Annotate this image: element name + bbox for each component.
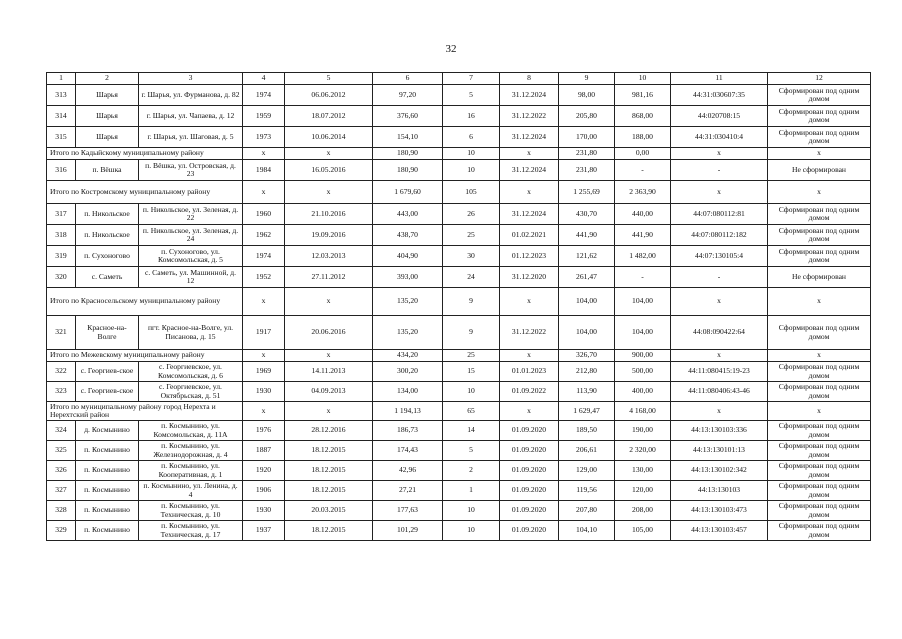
table-row: [47, 267, 871, 288]
table-cell: Шарья: [76, 106, 139, 127]
table-cell: 154,10: [373, 127, 443, 148]
table-cell: п. Космынино, ул. Техническая, д. 17: [139, 521, 243, 541]
table-cell: 324: [47, 421, 76, 441]
table-cell: 101,29: [373, 521, 443, 541]
table-cell: 1962: [243, 225, 285, 246]
table-cell: 326: [47, 461, 76, 481]
table-cell: 441,90: [559, 225, 615, 246]
table-cell: Сформирован под одним домом: [768, 316, 871, 350]
table-cell: 1: [443, 481, 500, 501]
table-cell: 44:020708:15: [671, 106, 768, 127]
table-cell: г. Шарья, ул. Чапаева, д. 12: [139, 106, 243, 127]
table-cell: x: [671, 350, 768, 362]
total-label: Итого по Кадыйскому муниципальному району: [47, 148, 243, 160]
table-cell: 318: [47, 225, 76, 246]
table-cell: 207,80: [559, 501, 615, 521]
table-cell: п. Вёшка: [76, 160, 139, 181]
table-cell: 42,96: [373, 461, 443, 481]
table-cell: 130,00: [615, 461, 671, 481]
total-row: [47, 350, 871, 362]
table-cell: 317: [47, 204, 76, 225]
table-row: [47, 225, 871, 246]
table-cell: x: [671, 148, 768, 160]
total-row: [47, 288, 871, 316]
table-cell: 441,90: [615, 225, 671, 246]
table-cell: x: [500, 148, 559, 160]
table-cell: 14: [443, 421, 500, 441]
table-cell: x: [285, 181, 373, 204]
table-cell: Не сформирован: [768, 160, 871, 181]
table-cell: x: [768, 402, 871, 421]
table-cell: x: [500, 181, 559, 204]
table-cell: 1952: [243, 267, 285, 288]
table-cell: 01.09.2020: [500, 481, 559, 501]
column-number-header: 2: [76, 73, 139, 85]
table-cell: п. Космынино, ул. Комсомольская, д. 11А: [139, 421, 243, 441]
column-number-header: 10: [615, 73, 671, 85]
table-cell: x: [243, 350, 285, 362]
table-cell: x: [285, 288, 373, 316]
table-cell: 01.09.2020: [500, 421, 559, 441]
table-cell: 119,56: [559, 481, 615, 501]
table-cell: п. Никольское: [76, 225, 139, 246]
table-cell: 1959: [243, 106, 285, 127]
table-cell: Шарья: [76, 127, 139, 148]
table-cell: 443,00: [373, 204, 443, 225]
table-cell: x: [671, 288, 768, 316]
table-cell: п. Космынино: [76, 521, 139, 541]
table-cell: Сформирован под одним домом: [768, 461, 871, 481]
table-cell: 1984: [243, 160, 285, 181]
table-cell: 206,61: [559, 441, 615, 461]
table-cell: 15: [443, 362, 500, 382]
table-cell: x: [285, 402, 373, 421]
table-cell: 327: [47, 481, 76, 501]
table-cell: 1920: [243, 461, 285, 481]
table-cell: 208,00: [615, 501, 671, 521]
table-cell: 6: [443, 127, 500, 148]
table-cell: с. Саметь, ул. Машинной, д. 12: [139, 267, 243, 288]
total-label: Итого по Костромскому муниципальному району: [47, 181, 243, 204]
table-cell: 44:13:130101:13: [671, 441, 768, 461]
table-cell: 98,00: [559, 85, 615, 106]
table-cell: 434,20: [373, 350, 443, 362]
table-row: [47, 85, 871, 106]
table-cell: 104,00: [559, 316, 615, 350]
table-cell: 01.09.2020: [500, 461, 559, 481]
table-cell: 10: [443, 382, 500, 402]
table-cell: 2 320,00: [615, 441, 671, 461]
table-cell: 135,20: [373, 316, 443, 350]
table-cell: 321: [47, 316, 76, 350]
table-cell: 16: [443, 106, 500, 127]
table-cell: п. Никольское: [76, 204, 139, 225]
table-cell: -: [671, 160, 768, 181]
column-number-header: 9: [559, 73, 615, 85]
table-cell: x: [500, 350, 559, 362]
table-cell: 314: [47, 106, 76, 127]
table-cell: 316: [47, 160, 76, 181]
table-row: [47, 501, 871, 521]
table-cell: -: [671, 267, 768, 288]
table-cell: 30: [443, 246, 500, 267]
table-cell: 18.12.2015: [285, 461, 373, 481]
table-cell: 440,00: [615, 204, 671, 225]
table-cell: 31.12.2024: [500, 160, 559, 181]
table-cell: 5: [443, 85, 500, 106]
table-cell: 231,80: [559, 148, 615, 160]
table-cell: 27.11.2012: [285, 267, 373, 288]
table-cell: 205,80: [559, 106, 615, 127]
table-cell: x: [768, 148, 871, 160]
table-cell: 868,00: [615, 106, 671, 127]
table-row: [47, 106, 871, 127]
table-cell: с. Георгиев-ское: [76, 362, 139, 382]
table-cell: 18.12.2015: [285, 521, 373, 541]
table-cell: 2: [443, 461, 500, 481]
table-cell: 393,00: [373, 267, 443, 288]
table-cell: Сформирован под одним домом: [768, 481, 871, 501]
table-cell: пгт. Красное-на-Волге, ул. Писанова, д. 15: [139, 316, 243, 350]
table-cell: 01.09.2020: [500, 521, 559, 541]
table-row: [47, 246, 871, 267]
table-row: [47, 127, 871, 148]
table-cell: x: [500, 288, 559, 316]
table-cell: x: [768, 288, 871, 316]
table-cell: 44:13:130102:342: [671, 461, 768, 481]
table-cell: 01.09.2020: [500, 441, 559, 461]
column-number-header: 12: [768, 73, 871, 85]
table-cell: 1906: [243, 481, 285, 501]
page-number: 32: [445, 43, 457, 55]
table-cell: 190,00: [615, 421, 671, 441]
table-cell: 261,47: [559, 267, 615, 288]
table-cell: Сформирован под одним домом: [768, 127, 871, 148]
table-cell: x: [500, 402, 559, 421]
table-cell: x: [671, 402, 768, 421]
table-cell: п. Сухоногово, ул. Комсомольская, д. 5: [139, 246, 243, 267]
table-cell: 20.03.2015: [285, 501, 373, 521]
table-cell: 105,00: [615, 521, 671, 541]
table-cell: Красное-на-Волге: [76, 316, 139, 350]
table-cell: 129,00: [559, 461, 615, 481]
table-cell: 104,00: [559, 288, 615, 316]
table-cell: 44:11:080415:19-23: [671, 362, 768, 382]
table-cell: 44:08:090422:64: [671, 316, 768, 350]
table-cell: 315: [47, 127, 76, 148]
total-row: [47, 148, 871, 160]
table-cell: 06.06.2012: [285, 85, 373, 106]
table-cell: 1 482,00: [615, 246, 671, 267]
column-number-header: 4: [243, 73, 285, 85]
table-cell: 981,16: [615, 85, 671, 106]
table-cell: г. Шарья, ул. Шаговая, д. 5: [139, 127, 243, 148]
table-cell: 18.07.2012: [285, 106, 373, 127]
table-cell: Сформирован под одним домом: [768, 246, 871, 267]
table-cell: 01.02.2021: [500, 225, 559, 246]
table-cell: 97,20: [373, 85, 443, 106]
table-cell: 1 194,13: [373, 402, 443, 421]
table-cell: 65: [443, 402, 500, 421]
table-cell: 120,00: [615, 481, 671, 501]
table-cell: x: [243, 148, 285, 160]
total-row: [47, 181, 871, 204]
table-cell: 04.09.2013: [285, 382, 373, 402]
table-row: [47, 521, 871, 541]
table-cell: 4 168,00: [615, 402, 671, 421]
table-cell: 231,80: [559, 160, 615, 181]
table-cell: 1974: [243, 246, 285, 267]
table-cell: 189,50: [559, 421, 615, 441]
table-cell: 31.12.2022: [500, 106, 559, 127]
table-cell: 0,00: [615, 148, 671, 160]
table-cell: Не сформирован: [768, 267, 871, 288]
total-label: Итого по муниципальному району город Нерехта и Нерехтский район: [47, 402, 243, 421]
table-cell: 322: [47, 362, 76, 382]
table-cell: 1 679,60: [373, 181, 443, 204]
table-cell: 1937: [243, 521, 285, 541]
table-cell: 31.12.2024: [500, 85, 559, 106]
table-cell: 135,20: [373, 288, 443, 316]
column-number-header: 8: [500, 73, 559, 85]
table-cell: 900,00: [615, 350, 671, 362]
table-cell: 328: [47, 501, 76, 521]
table-cell: x: [768, 181, 871, 204]
table-cell: 404,90: [373, 246, 443, 267]
table-cell: 174,43: [373, 441, 443, 461]
table-cell: Сформирован под одним домом: [768, 501, 871, 521]
table-cell: 44:07:130105:4: [671, 246, 768, 267]
table-cell: Сформирован под одним домом: [768, 85, 871, 106]
table-cell: 01.09.2022: [500, 382, 559, 402]
table-cell: 01.09.2020: [500, 501, 559, 521]
column-number-header: 7: [443, 73, 500, 85]
table-cell: 01.12.2023: [500, 246, 559, 267]
table-cell: 430,70: [559, 204, 615, 225]
table-header-row: [47, 73, 871, 85]
table-cell: 44:07:080112:182: [671, 225, 768, 246]
table-row: [47, 316, 871, 350]
table-cell: 44:13:130103:457: [671, 521, 768, 541]
table-row: [47, 481, 871, 501]
table-cell: 104,00: [615, 316, 671, 350]
table-cell: 9: [443, 316, 500, 350]
table-cell: Сформирован под одним домом: [768, 225, 871, 246]
table-cell: п. Космынино, ул. Ленина, д. 4: [139, 481, 243, 501]
column-number-header: 11: [671, 73, 768, 85]
table-cell: п. Вёшка, ул. Островская, д. 23: [139, 160, 243, 181]
table-cell: 104,10: [559, 521, 615, 541]
table-cell: 9: [443, 288, 500, 316]
table-cell: 1 629,47: [559, 402, 615, 421]
housing-table: [46, 72, 871, 541]
table-cell: Сформирован под одним домом: [768, 421, 871, 441]
table-cell: 438,70: [373, 225, 443, 246]
table-cell: 134,00: [373, 382, 443, 402]
total-label: Итого по Межевскому муниципальному району: [47, 350, 243, 362]
table-cell: п. Космынино: [76, 461, 139, 481]
table-cell: 10: [443, 160, 500, 181]
table-cell: 313: [47, 85, 76, 106]
table-cell: 31.12.2024: [500, 127, 559, 148]
table-cell: 113,90: [559, 382, 615, 402]
table-cell: 31.12.2020: [500, 267, 559, 288]
table-cell: 1930: [243, 501, 285, 521]
table-cell: 170,00: [559, 127, 615, 148]
table-cell: 1960: [243, 204, 285, 225]
table-cell: п. Космынино, ул. Техническая, д. 10: [139, 501, 243, 521]
table-cell: 1 255,69: [559, 181, 615, 204]
table-row: [47, 441, 871, 461]
table-row: [47, 362, 871, 382]
table-cell: 121,62: [559, 246, 615, 267]
table-cell: 186,73: [373, 421, 443, 441]
table-cell: г. Шарья, ул. Фурманова, д. 82: [139, 85, 243, 106]
table-cell: x: [243, 402, 285, 421]
table-cell: x: [285, 148, 373, 160]
table-cell: 319: [47, 246, 76, 267]
table-cell: 2 363,90: [615, 181, 671, 204]
table-cell: 44:31:030410:4: [671, 127, 768, 148]
table-cell: 01.01.2023: [500, 362, 559, 382]
table-cell: 44:13:130103:473: [671, 501, 768, 521]
table-cell: п. Космынино, ул. Железнодорожная, д. 4: [139, 441, 243, 461]
table-cell: -: [615, 267, 671, 288]
table-cell: 20.06.2016: [285, 316, 373, 350]
table-cell: x: [285, 350, 373, 362]
table-cell: 1974: [243, 85, 285, 106]
table-cell: x: [243, 288, 285, 316]
table-cell: 105: [443, 181, 500, 204]
column-number-header: 6: [373, 73, 443, 85]
table-cell: 27,21: [373, 481, 443, 501]
table-cell: 212,80: [559, 362, 615, 382]
table-cell: 1969: [243, 362, 285, 382]
table-cell: 376,60: [373, 106, 443, 127]
table-cell: п. Космынино: [76, 501, 139, 521]
table-cell: п. Космынино, ул. Кооперативная, д. 1: [139, 461, 243, 481]
column-number-header: 5: [285, 73, 373, 85]
table-cell: 326,70: [559, 350, 615, 362]
table-cell: Сформирован под одним домом: [768, 106, 871, 127]
table-cell: 1973: [243, 127, 285, 148]
table-cell: с. Георгиевское, ул. Октябрьская, д. 51: [139, 382, 243, 402]
table-cell: 31.12.2024: [500, 204, 559, 225]
table-row: [47, 421, 871, 441]
table-cell: 177,63: [373, 501, 443, 521]
table-cell: 1976: [243, 421, 285, 441]
table-cell: 1930: [243, 382, 285, 402]
total-row: [47, 402, 871, 421]
column-number-header: 3: [139, 73, 243, 85]
table-cell: п. Сухоногово: [76, 246, 139, 267]
table-cell: Сформирован под одним домом: [768, 204, 871, 225]
table-cell: 180,90: [373, 160, 443, 181]
table-cell: 1917: [243, 316, 285, 350]
table-cell: 325: [47, 441, 76, 461]
table-cell: с. Георгиевское, ул. Комсомольская, д. 6: [139, 362, 243, 382]
table-cell: 10.06.2014: [285, 127, 373, 148]
table-cell: п. Никольское, ул. Зеленая, д. 24: [139, 225, 243, 246]
table-cell: 104,00: [615, 288, 671, 316]
table-cell: -: [615, 160, 671, 181]
table-cell: Сформирован под одним домом: [768, 521, 871, 541]
table-cell: 21.10.2016: [285, 204, 373, 225]
table-cell: 18.12.2015: [285, 481, 373, 501]
table-cell: 25: [443, 225, 500, 246]
table-cell: Сформирован под одним домом: [768, 362, 871, 382]
table-cell: 5: [443, 441, 500, 461]
table-cell: 188,00: [615, 127, 671, 148]
table-cell: 31.12.2022: [500, 316, 559, 350]
table-cell: 300,20: [373, 362, 443, 382]
table-cell: п. Никольское, ул. Зеленая, д. 22: [139, 204, 243, 225]
table-cell: 25: [443, 350, 500, 362]
table-cell: 18.12.2015: [285, 441, 373, 461]
table-cell: 44:31:030607:35: [671, 85, 768, 106]
table-cell: 400,00: [615, 382, 671, 402]
table-cell: Сформирован под одним домом: [768, 441, 871, 461]
table-cell: 180,90: [373, 148, 443, 160]
table-cell: с. Саметь: [76, 267, 139, 288]
table-cell: 19.09.2016: [285, 225, 373, 246]
table-cell: 14.11.2013: [285, 362, 373, 382]
table-cell: 28.12.2016: [285, 421, 373, 441]
table-cell: x: [768, 350, 871, 362]
table-cell: 323: [47, 382, 76, 402]
table-cell: 16.05.2016: [285, 160, 373, 181]
table-row: [47, 382, 871, 402]
table-cell: д. Космынино: [76, 421, 139, 441]
table-cell: x: [243, 181, 285, 204]
table-row: [47, 204, 871, 225]
table-cell: 329: [47, 521, 76, 541]
table-cell: п. Космынино: [76, 441, 139, 461]
table-cell: 10: [443, 521, 500, 541]
table-cell: 44:11:080406:43-46: [671, 382, 768, 402]
table-cell: 1887: [243, 441, 285, 461]
total-label: Итого по Красносельскому муниципальному району: [47, 288, 243, 316]
table-cell: 10: [443, 148, 500, 160]
table-cell: п. Космынино: [76, 481, 139, 501]
table-cell: 44:13:130103:336: [671, 421, 768, 441]
table-cell: 10: [443, 501, 500, 521]
table-cell: 26: [443, 204, 500, 225]
table-cell: 12.03.2013: [285, 246, 373, 267]
table-cell: 500,00: [615, 362, 671, 382]
table-row: [47, 160, 871, 181]
table-cell: с. Георгиев-ское: [76, 382, 139, 402]
table-cell: 320: [47, 267, 76, 288]
table-cell: x: [671, 181, 768, 204]
column-number-header: 1: [47, 73, 76, 85]
table-row: [47, 461, 871, 481]
table-cell: 44:13:130103: [671, 481, 768, 501]
table-cell: 24: [443, 267, 500, 288]
table-cell: 44:07:080112:81: [671, 204, 768, 225]
table-cell: Сформирован под одним домом: [768, 382, 871, 402]
table-cell: Шарья: [76, 85, 139, 106]
